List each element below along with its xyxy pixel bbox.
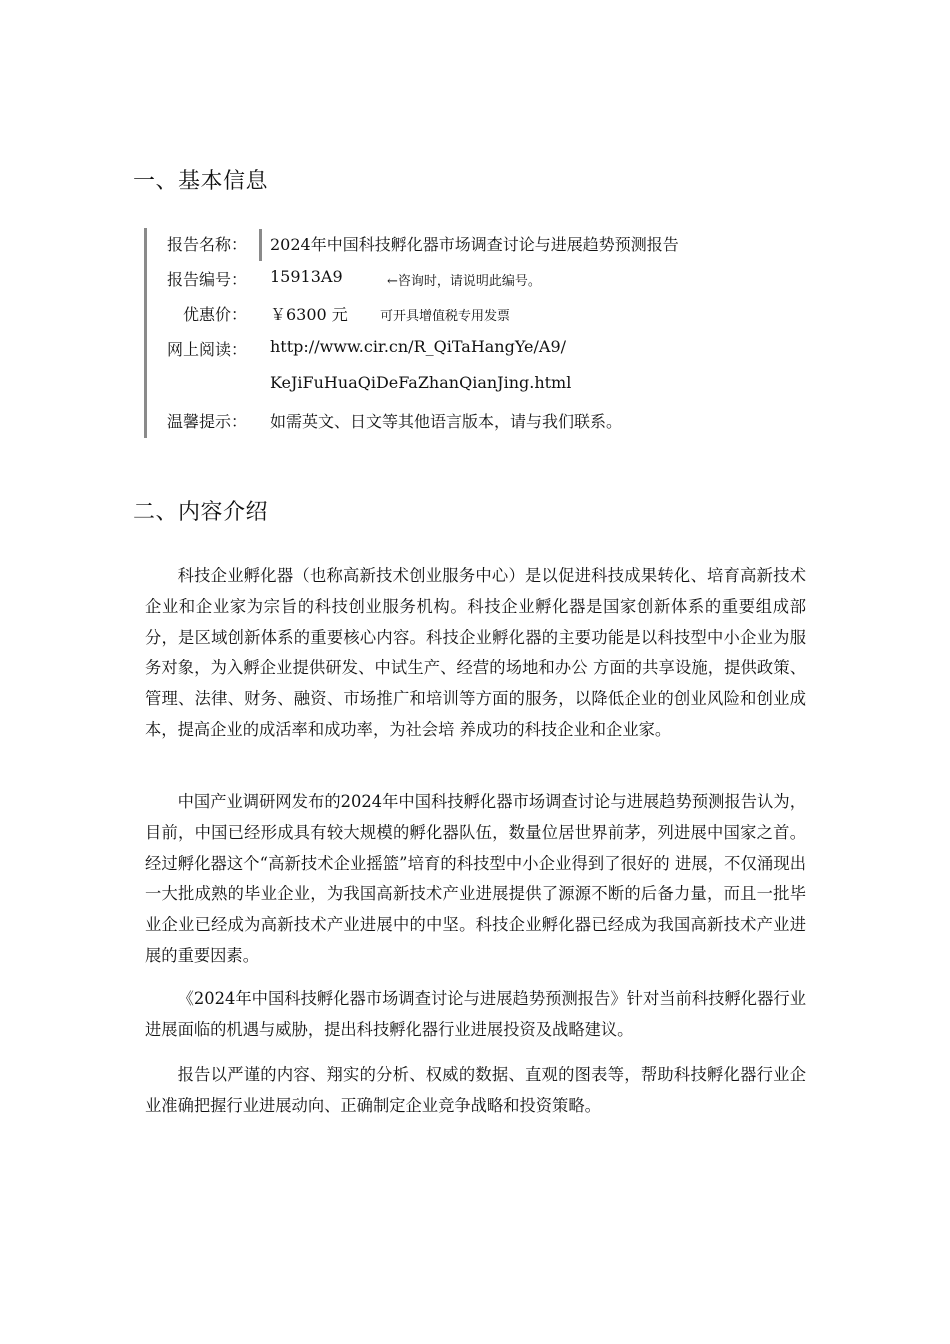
- price-value: ￥6300 元: [270, 305, 348, 324]
- online-read-label: 网上阅读：: [166, 340, 247, 359]
- section-heading-content-intro: 二、内容介绍: [133, 500, 269, 525]
- report-code-value: 15913A9: [270, 267, 343, 286]
- tip-value: 如需英文、日文等其他语言版本，请与我们联系。: [270, 412, 623, 431]
- intro-paragraph-1: 科技企业孵化器（也称高新技术创业服务中心）是以促进科技成果转化、培育高新技术企业和企业家为宗旨的科技创业服务机构。科技企业孵化器是国家创新体系的重要组成部分，是区域创新体系的重要核心内容。科技企业孵化器的主要功能是以科技型中小企业为服务对象，为入孵企业提供研发、中试生产、经营的场地和办公 方面的共享设施，提供政策、管理、法律、财务、融资、市场推广和培训等方面的服务，以降低企业的创业风险和创业成本，提高企业的成活率和成功率，为社会培 养成功的科技企业和企业家。: [145, 566, 806, 739]
- report-code-label: 报告编号：: [166, 270, 247, 289]
- report-name-bar: [259, 229, 262, 261]
- intro-paragraph-2: 中国产业调研网发布的2024年中国科技孵化器市场调查讨论与进展趋势预测报告认为，目前，中国已经形成具有较大规模的孵化器队伍，数量位居世界前茅，列进展中国家之首。经过孵化器这个“高新技术企业摇篮”培育的科技型中小企业得到了很好的 进展，不仅涌现出一大批成熟的毕业企业，为我国高新技术产业进展提供了源源不断的后备力量，而且一批毕业企业已经成为高新技术产业进展中的中坚。科技企业孵化器已经成为我国高新技术产业进展的重要因素。: [145, 792, 806, 965]
- report-code-note: ←咨询时，请说明此编号。: [387, 274, 541, 289]
- report-name-value: 2024年中国科技孵化器市场调查讨论与进展趋势预测报告: [270, 235, 679, 254]
- tip-label: 温馨提示：: [166, 412, 247, 431]
- price-label: 优惠价：: [182, 305, 247, 324]
- online-read-url-line1[interactable]: http://www.cir.cn/R_QiTaHangYe/A9/: [270, 337, 567, 356]
- info-block-bar: [144, 228, 147, 438]
- intro-paragraph-4: 报告以严谨的内容、翔实的分析、权威的数据、直观的图表等，帮助科技孵化器行业企业准确把握行业进展动向、正确制定企业竞争战略和投资策略。: [145, 1065, 806, 1115]
- invoice-note: 可开具增值税专用发票: [380, 309, 511, 324]
- online-read-url-line2[interactable]: KeJiFuHuaQiDeFaZhanQianJing.html: [270, 373, 572, 392]
- section-heading-basic-info: 一、基本信息: [133, 169, 269, 194]
- intro-paragraph-3: 《2024年中国科技孵化器市场调查讨论与进展趋势预测报告》针对当前科技孵化器行业进展面临的机遇与威胁，提出科技孵化器行业进展投资及战略建议。: [145, 989, 806, 1039]
- report-name-label: 报告名称：: [166, 235, 247, 254]
